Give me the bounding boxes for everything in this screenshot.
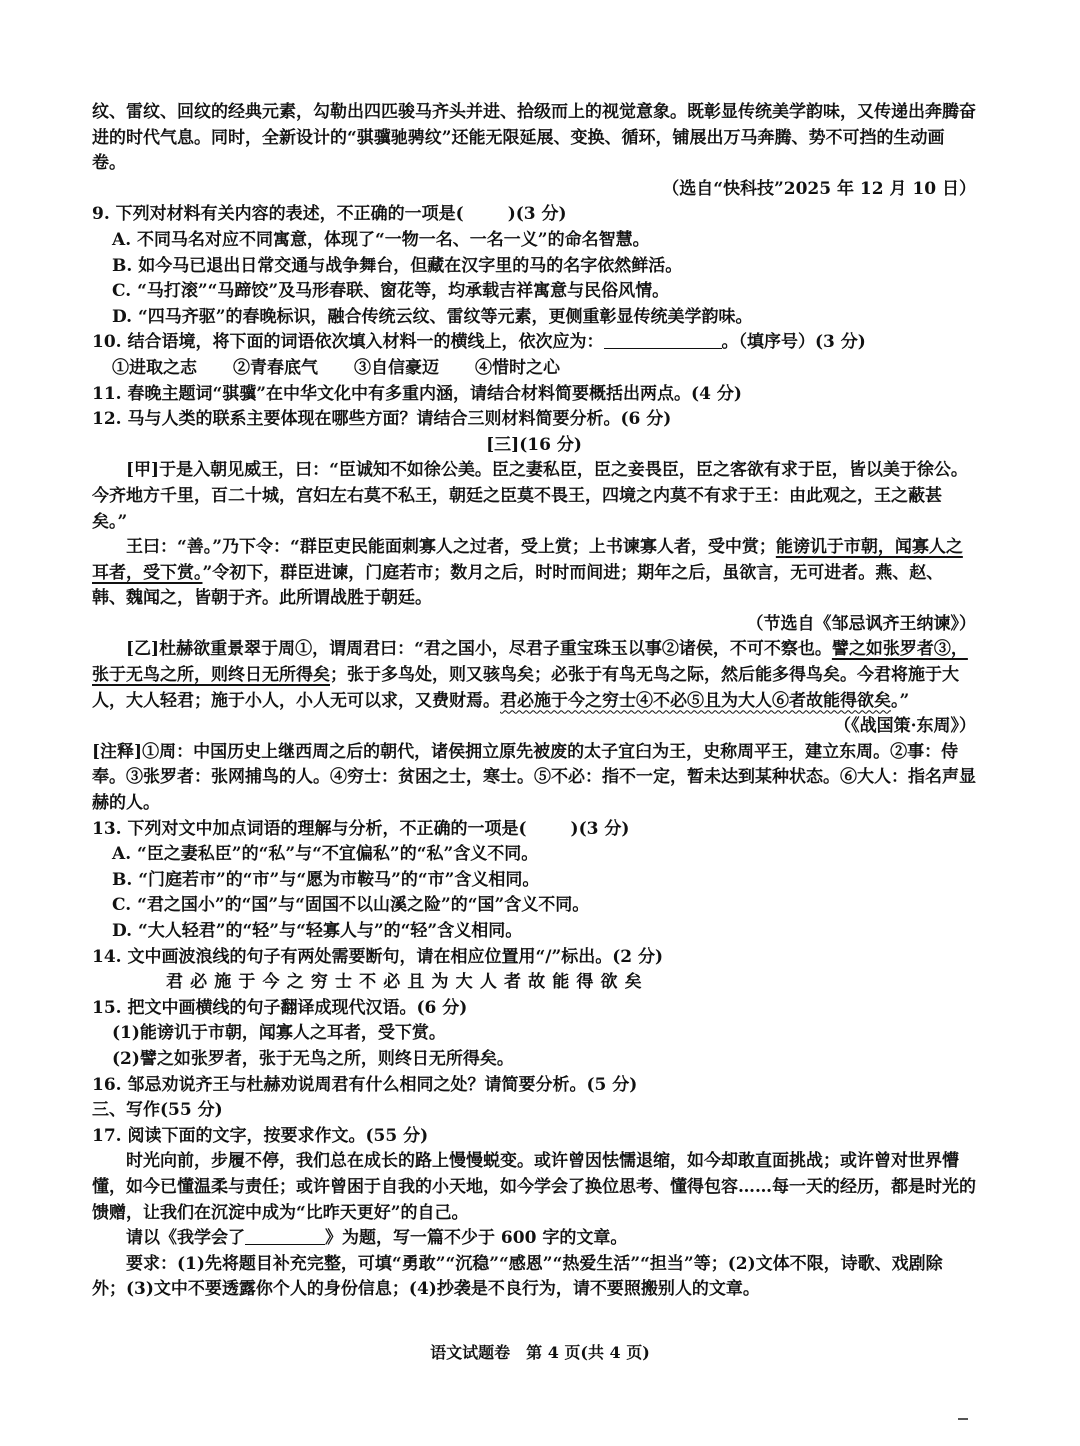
q17-passage: 时光向前，步履不停，我们总在成长的路上慢慢蜕变。或许曾因怯懦退缩，如今却敢直面挑战；或许曾对世界懵懂，如今已懂温柔与责任；或许曾困于自我的小天地，如今学会了换位思考、懂得包容……每一天的经历，都是时光的馈赠，让我们在沉淀中成为“比昨天更好”的自己。 bbox=[92, 1151, 976, 1223]
q10-option-4: ④惜时之心 bbox=[475, 357, 560, 378]
yi-paragraph: [乙]杜赫欲重景翠于周①，谓周君曰：“君之国小，尽君子重宝珠玉以事②诸侯，不可不察也。譬之如张罗者③，张于无鸟之所，则终日无所得矣；张于多鸟处，则又骇鸟矣；必张于有鸟无鸟之际，然后能多得鸟矣。今君将施于大人，大人轻君；施于小人，小人无可以求，又费财焉。君必施于今之穷士④不必⑤且为大人⑥者故能得欲矣。” bbox=[92, 639, 968, 711]
q10-answer-blank[interactable] bbox=[604, 330, 722, 349]
writing-heading: 三、写作(55 分) bbox=[92, 1100, 223, 1121]
yi-wavy-sentence: 君必施于今之穷士④不必⑤且为大人⑥者故能得欲矣 bbox=[500, 690, 891, 711]
material2-continued: 纹、雷纹、回纹的经典元素，勾勒出四匹骏马齐头并进、拾级而上的视觉意象。既彰显传统美学韵味，又传递出奔腾奋进的时代气息。同时，全新设计的“骐骥驰骋纹”还能无限延展、变换、循环，铺展出万马奔腾、势不可挡的生动画卷。 bbox=[92, 102, 976, 174]
q9-option-a: A. 不同马名对应不同寓意，体现了“一物一名、一名一义”的命名智慧。 bbox=[112, 229, 650, 250]
jia-paragraph-2: 王曰：“善。”乃下令：“群臣吏民能面刺寡人之过者，受上赏；上书谏寡人者，受中赏；能谤讥于市朝，闻寡人之耳者，受下赏。”令初下，群臣进谏，门庭若市；数月之后，时时而间进；期年之后，虽欲言，无可进者。燕、赵、韩、魏闻之，皆朝于齐。此所谓战胜于朝廷。 bbox=[92, 537, 963, 609]
q9-option-b: B. 如今马已退出日常交通与战争舞台，但藏在汉字里的马的名字依然鲜活。 bbox=[112, 255, 683, 276]
q13-stem: 13. 下列对文中加点词语的理解与分析，不正确的一项是( )(3 分) bbox=[92, 818, 630, 839]
q14-stem: 14. 文中画波浪线的句子有两处需要断句，请在相应位置用“/”标出。(2 分) bbox=[92, 946, 664, 967]
q15-sentence-1: (1)能谤讥于市朝，闻寡人之耳者，受下赏。 bbox=[112, 1023, 446, 1044]
scan-mark bbox=[958, 1418, 968, 1420]
q17-requirements: 要求：(1)先将题目补充完整，可填“勇敢”“沉稳”“感恩”“热爱生活”“担当”等；(2)文体不限，诗歌、戏剧除外；(3)文中不要透露你个人的身份信息；(4)抄袭是不良行为，请不要照搬别人的文章。 bbox=[92, 1253, 943, 1300]
q11-stem: 11. 春晚主题词“骐骥”在中华文化中有多重内涵，请结合材料简要概括出两点。(4 分) bbox=[92, 383, 742, 404]
q10-options bbox=[92, 356, 976, 382]
q13-option-a: A. “臣之妻私臣”的“私”与“不宜偏私”的“私”含义不同。 bbox=[112, 844, 539, 865]
material2-source: （选自“快科技”2025 年 12 月 10 日） bbox=[662, 178, 976, 199]
page-footer: 语文试题卷 第 4 页(共 4 页) bbox=[430, 1343, 650, 1362]
q17-stem: 17. 阅读下面的文字，按要求作文。(55 分) bbox=[92, 1125, 429, 1146]
q17-title-blank[interactable] bbox=[245, 1226, 325, 1245]
q13-option-b: B. “门庭若市”的“市”与“愿为市鞍马”的“市”含义相同。 bbox=[112, 869, 540, 890]
q12-stem: 12. 马与人类的联系主要体现在哪些方面？请结合三则材料简要分析。(6 分) bbox=[92, 409, 672, 430]
q14-text: 君必施于今之穷士不必且为大人者故能得欲矣 bbox=[166, 972, 649, 993]
q17-prompt: 请以《我学会了 》为题，写一篇不少于 600 字的文章。 bbox=[126, 1228, 628, 1249]
q9-option-d: D. “四马齐驱”的春晚标识，融合传统云纹、雷纹等元素，更侧重彰显传统美学韵味。 bbox=[112, 306, 753, 327]
q10-option-1: ①进取之志 bbox=[112, 357, 197, 378]
q9-stem: 9. 下列对材料有关内容的表述，不正确的一项是( )(3 分) bbox=[92, 204, 567, 225]
q16-stem: 16. 邹忌劝说齐王与杜赫劝说周君有什么相同之处？请简要分析。(5 分) bbox=[92, 1074, 638, 1095]
q13-option-c: C. “君之国小”的“国”与“固国不以山溪之险”的“国”含义不同。 bbox=[112, 895, 590, 916]
yi-underlined-sentence: 譬之如张罗者③，张于无鸟之所，则终日无所得矣 bbox=[92, 639, 968, 686]
jia-source: （节选自《邹忌讽齐王纳谏》） bbox=[746, 613, 976, 634]
q15-sentence-2: (2)譬之如张罗者，张于无鸟之所，则终日无所得矣。 bbox=[112, 1048, 514, 1069]
q10-option-2: ②青春底气 bbox=[233, 357, 318, 378]
q9-option-c: C. “马打滚”“马蹄饺”及马形春联、窗花等，均承载吉祥寓意与民俗风情。 bbox=[112, 281, 670, 302]
jia-underlined-sentence: 能谤讥于市朝，闻寡人之耳者，受下赏。 bbox=[92, 537, 963, 583]
yi-source: （《战国策·东周》） bbox=[834, 716, 976, 737]
q15-stem: 15. 把文中画横线的句子翻译成现代汉语。(6 分) bbox=[92, 997, 468, 1018]
section3-heading: [三](16 分) bbox=[486, 434, 582, 455]
jia-paragraph-1: [甲]于是入朝见威王，曰：“臣诚知不如徐公美。臣之妻私臣，臣之妾畏臣，臣之客欲有求于臣，皆以美于徐公。今齐地方千里，百二十城，宫妇左右莫不私王，朝廷之臣莫不畏王，四境之内莫不有求于王：由此观之，王之蔽甚矣。” bbox=[92, 460, 968, 532]
notes: [注释]①周：中国历史上继西周之后的朝代，诸侯拥立原先被废的太子宜臼为王，史称周平王，建立东周。②事：侍奉。③张罗者：张网捕鸟的人。④穷士：贫困之士，寒士。⑤不必：指不一定，暂未达到某种状态。⑥大人：指名声显赫的人。 bbox=[92, 741, 976, 814]
q13-option-d: D. “大人轻君”的“轻”与“轻寡人与”的“轻”含义相同。 bbox=[112, 921, 523, 941]
q10-option-3: ③自信豪迈 bbox=[354, 357, 439, 378]
q10-stem: 10. 结合语境，将下面的词语依次填入材料一的横线上，依次应为： 。（填序号）(3 分) bbox=[92, 332, 866, 353]
